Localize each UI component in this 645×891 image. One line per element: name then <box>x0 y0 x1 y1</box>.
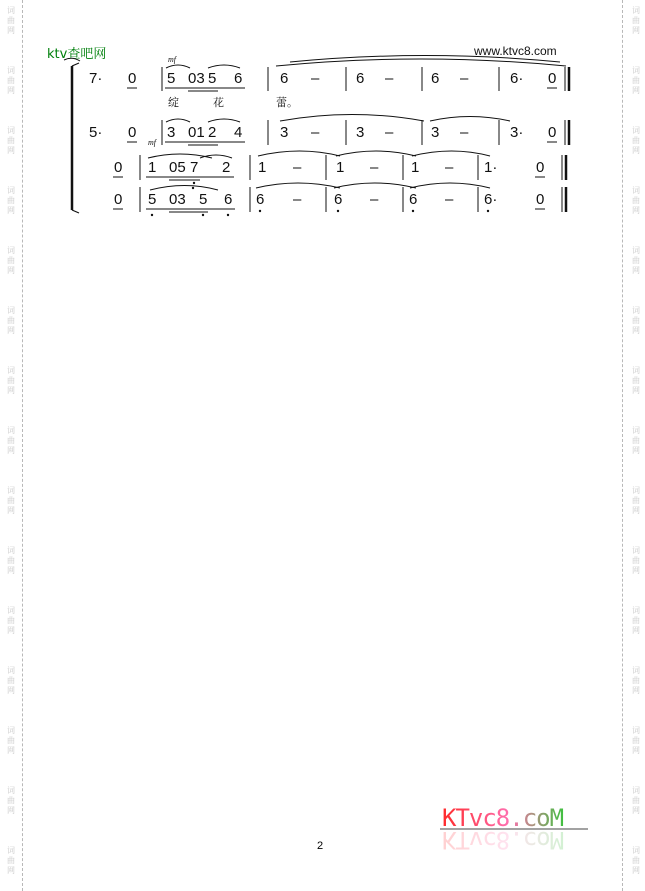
watermark-char: 网 <box>7 566 15 575</box>
watermark-char: 曲 <box>7 796 15 805</box>
note: – <box>460 70 469 87</box>
watermark-char: 网 <box>7 506 15 515</box>
watermark-char: 曲 <box>632 736 640 745</box>
watermark-char: 曲 <box>632 616 640 625</box>
watermark-glyphs <box>629 486 643 516</box>
watermark-glyphs <box>4 846 18 876</box>
watermark-char: 曲 <box>7 496 15 505</box>
site-url: www.ktvc8.com <box>474 44 557 58</box>
note: 0 <box>536 159 545 176</box>
score-system <box>0 0 645 230</box>
watermark-char: 词 <box>632 786 640 795</box>
note: 3 <box>167 124 176 141</box>
watermark-char: 网 <box>7 626 15 635</box>
note: 5 <box>199 191 208 208</box>
watermark-char: 词 <box>7 66 15 75</box>
watermark-char: 词 <box>632 366 640 375</box>
watermark-char: 网 <box>7 806 15 815</box>
watermark-char: 曲 <box>7 616 15 625</box>
watermark-char: 词 <box>7 6 15 15</box>
watermark-char: 词 <box>7 606 15 615</box>
note: 03 <box>188 70 205 87</box>
watermark-char: 网 <box>632 866 640 875</box>
watermark-char: 曲 <box>7 16 15 25</box>
note: 6 <box>334 191 343 208</box>
logo-reflection: KTvc8.coM <box>442 826 564 854</box>
watermark-char: 词 <box>7 486 15 495</box>
watermark-char: 词 <box>632 6 640 15</box>
note: – <box>311 124 320 141</box>
lyric-syllable: 花 <box>213 96 224 109</box>
note: 0 <box>128 124 137 141</box>
watermark-char: 曲 <box>632 76 640 85</box>
note: 6 <box>256 191 265 208</box>
watermark-char: 词 <box>632 426 640 435</box>
note: 6· <box>510 70 524 87</box>
watermark-char: 曲 <box>632 496 640 505</box>
note: 2 <box>222 159 231 176</box>
watermark-char: 词 <box>632 546 640 555</box>
watermark-char: 网 <box>7 686 15 695</box>
watermark-glyphs <box>629 366 643 396</box>
logo-text: KTvc8.coM <box>442 804 564 832</box>
watermark-char: 曲 <box>632 136 640 145</box>
note: 1 <box>258 159 267 176</box>
watermark-glyphs <box>629 306 643 336</box>
watermark-char: 词 <box>7 426 15 435</box>
note: 3 <box>356 124 365 141</box>
watermark-char: 网 <box>632 86 640 95</box>
note: 1 <box>336 159 345 176</box>
watermark-char: 网 <box>632 806 640 815</box>
watermark-char: 网 <box>632 566 640 575</box>
note: 6 <box>409 191 418 208</box>
watermark-char: 曲 <box>7 76 15 85</box>
staff-soprano <box>89 56 569 92</box>
watermark-glyphs <box>4 306 18 336</box>
watermark-char: 词 <box>632 846 640 855</box>
note: 2 <box>208 124 217 141</box>
note: 6 <box>234 70 243 87</box>
site-logo <box>440 798 600 860</box>
note: 01 <box>188 124 205 141</box>
watermark-char: 网 <box>632 626 640 635</box>
watermark-char: 曲 <box>632 316 640 325</box>
watermark-char: 曲 <box>7 436 15 445</box>
staff-alto <box>89 115 569 146</box>
note: 5 <box>208 70 217 87</box>
note: 0 <box>536 191 545 208</box>
watermark-char: 曲 <box>632 676 640 685</box>
note: 0 <box>548 70 557 87</box>
watermark-glyphs <box>629 426 643 456</box>
watermark-char: 网 <box>7 326 15 335</box>
watermark-glyphs <box>4 426 18 456</box>
watermark-char: 曲 <box>632 256 640 265</box>
watermark-char: 曲 <box>632 796 640 805</box>
watermark-char: 曲 <box>7 256 15 265</box>
note: 4 <box>234 124 243 141</box>
watermark-char: 词 <box>632 246 640 255</box>
watermark-char: 网 <box>632 266 640 275</box>
watermark-glyphs <box>4 786 18 816</box>
watermark-char: 网 <box>7 146 15 155</box>
watermark-char: 词 <box>632 186 640 195</box>
watermark-glyphs <box>4 666 18 696</box>
watermark-char: 曲 <box>7 196 15 205</box>
watermark-char: 词 <box>632 606 640 615</box>
note: – <box>370 159 379 176</box>
watermark-glyphs <box>4 246 18 276</box>
note: 6 <box>280 70 289 87</box>
note: 3 <box>431 124 440 141</box>
site-name: ktv查吧网 <box>47 47 107 62</box>
note: – <box>385 70 394 87</box>
watermark-char: 词 <box>632 486 640 495</box>
watermark-char: 曲 <box>7 676 15 685</box>
note: – <box>370 191 379 208</box>
note: 3· <box>510 124 524 141</box>
watermark-char: 词 <box>7 546 15 555</box>
note: – <box>460 124 469 141</box>
watermark-glyphs <box>629 726 643 756</box>
watermark-char: 词 <box>632 306 640 315</box>
watermark-char: 词 <box>632 126 640 135</box>
watermark-glyphs <box>4 366 18 396</box>
watermark-char: 词 <box>7 846 15 855</box>
watermark-char: 曲 <box>7 556 15 565</box>
watermark-char: 网 <box>632 206 640 215</box>
watermark-char: 词 <box>7 366 15 375</box>
note: – <box>293 191 302 208</box>
watermark-char: 曲 <box>632 436 640 445</box>
note: 6 <box>356 70 365 87</box>
note: – <box>311 70 320 87</box>
watermark-char: 曲 <box>7 856 15 865</box>
watermark-char: 曲 <box>7 736 15 745</box>
watermark-glyphs <box>629 606 643 636</box>
watermark-glyphs <box>4 486 18 516</box>
watermark-char: 曲 <box>632 856 640 865</box>
watermark-char: 网 <box>7 386 15 395</box>
page-number: 2 <box>317 840 324 852</box>
note: 1 <box>148 159 157 176</box>
watermark-char: 词 <box>7 666 15 675</box>
watermark-glyphs <box>629 666 643 696</box>
watermark-char: 网 <box>632 326 640 335</box>
note: 0 <box>548 124 557 141</box>
note: – <box>385 124 394 141</box>
note: – <box>293 159 302 176</box>
watermark-char: 曲 <box>632 376 640 385</box>
watermark-char: 词 <box>7 306 15 315</box>
note: 5 <box>148 191 157 208</box>
watermark-char: 网 <box>632 746 640 755</box>
note: 03 <box>169 191 186 208</box>
note: 05 <box>169 159 186 176</box>
watermark-glyphs <box>4 606 18 636</box>
watermark-char: 词 <box>632 66 640 75</box>
watermark-char: 网 <box>7 446 15 455</box>
watermark-char: 网 <box>7 206 15 215</box>
watermark-char: 词 <box>7 786 15 795</box>
watermark-char: 网 <box>632 146 640 155</box>
watermark-char: 网 <box>632 386 640 395</box>
system-brace <box>64 58 80 213</box>
watermark-char: 网 <box>7 866 15 875</box>
watermark-glyphs <box>629 246 643 276</box>
note: 5· <box>89 124 103 141</box>
watermark-char: 曲 <box>7 316 15 325</box>
watermark-char: 曲 <box>632 196 640 205</box>
watermark-glyphs <box>629 786 643 816</box>
lyric-syllable: 蕾。 <box>276 96 298 109</box>
watermark-glyphs <box>4 726 18 756</box>
watermark-char: 网 <box>632 26 640 35</box>
watermark-char: 词 <box>7 246 15 255</box>
note: 5 <box>167 70 176 87</box>
note: 6 <box>224 191 233 208</box>
note: 7· <box>89 70 103 87</box>
watermark-char: 词 <box>7 186 15 195</box>
watermark-char: 网 <box>7 266 15 275</box>
note: 0 <box>114 159 123 176</box>
watermark-glyphs <box>4 546 18 576</box>
note: – <box>445 191 454 208</box>
staff-bass <box>113 183 566 216</box>
watermark-char: 网 <box>7 26 15 35</box>
watermark-char: 网 <box>632 506 640 515</box>
watermark-glyphs <box>629 846 643 876</box>
note: 1· <box>484 159 498 176</box>
note: 7 <box>190 159 199 176</box>
note: 3 <box>280 124 289 141</box>
watermark-char: 词 <box>632 666 640 675</box>
dynamic-mark-2: mf <box>148 138 156 147</box>
watermark-char: 曲 <box>7 376 15 385</box>
dynamic-mark-1: mf <box>168 55 176 64</box>
note: 1 <box>411 159 420 176</box>
watermark-char: 词 <box>7 726 15 735</box>
watermark-char: 曲 <box>632 556 640 565</box>
note: 0 <box>114 191 123 208</box>
watermark-char: 词 <box>7 126 15 135</box>
watermark-char: 网 <box>632 446 640 455</box>
watermark-char: 网 <box>7 746 15 755</box>
watermark-char: 网 <box>7 86 15 95</box>
watermark-char: 曲 <box>632 16 640 25</box>
watermark-glyphs <box>629 546 643 576</box>
watermark-char: 词 <box>632 726 640 735</box>
note: – <box>445 159 454 176</box>
note: 6 <box>431 70 440 87</box>
watermark-char: 曲 <box>7 136 15 145</box>
note: 0 <box>128 70 137 87</box>
watermark-char: 网 <box>632 686 640 695</box>
note: 6· <box>484 191 498 208</box>
staff-tenor <box>113 151 566 184</box>
lyric-syllable: 绽 <box>168 96 179 109</box>
